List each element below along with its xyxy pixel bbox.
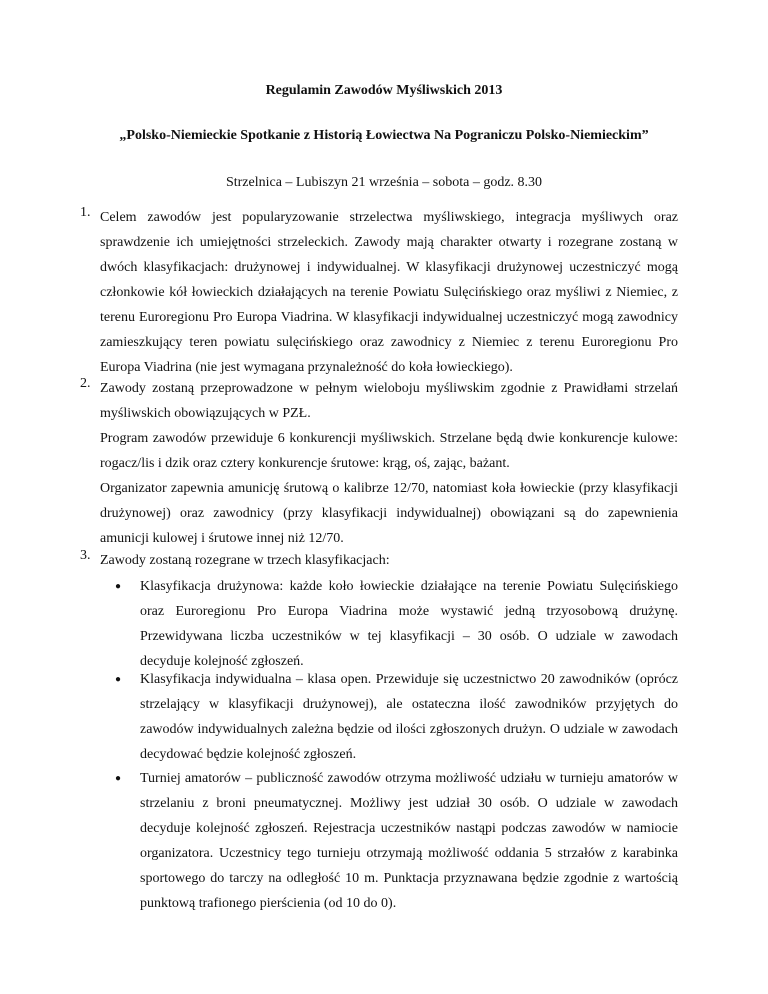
bullet-icon: ● xyxy=(115,581,122,592)
section-line: Organizator zapewnia amunicję śrutową o kalibrze 12/70, natomiast koła łowieckie (przy klasyfikacji drużynowej) oraz zawodnicy (przy klasyfikacji indywidualnej) obowiązani są do zapewnienia amunicji kulowej i śrutowe innej niż 12/70. xyxy=(100,481,678,546)
section-1 xyxy=(80,205,678,380)
event-meta: Strzelnica – Lubiszyn 21 września – sobota – godz. 8.30 xyxy=(225,175,543,190)
document-subtitle: „Polsko-Niemieckie Spotkanie z Historią Łowiectwa Na Pograniczu Polsko-Niemieckim” xyxy=(119,128,649,143)
bullet-text: Turniej amatorów – publiczność zawodów otrzyma możliwość udziału w turnieju amatorów w strzelaniu z broni pneumatycznej. Możliwy jest udział 30 osób. O udziale w zawodach decyduje kolejność zgłoszeń. Rejestracja uczestników nastąpi podczas zawodów w namiocie organizatora. Uczestnicy tego turnieju otrzymają możliwość oddania 5 strzałów z karabinka sportowego do tarczy na odległość 10 m. Punktacja przyznawana będzie zgodnie z wartością punktową trafionego pierścienia (od 10 do 0). xyxy=(140,771,678,911)
bullet-item xyxy=(115,667,678,767)
bullet-item xyxy=(115,766,678,916)
section-line: Zawody zostaną przeprowadzone w pełnym wieloboju myśliwskim zgodnie z Prawidłami strzelań myśliwskich obowiązujących w PZŁ. xyxy=(100,381,678,421)
bullet-icon: ● xyxy=(115,674,122,685)
section-number: 2. xyxy=(80,376,91,391)
section-text: Celem zawodów jest popularyzowanie strzelectwa myśliwskiego, integracja myśliwych oraz sprawdzenie ich umiejętności strzeleckich. Zawody mają charakter otwarty i rozegrane zostaną w dwóch klasyfikacjach: drużynowej i indywidualnej. W klasyfikacji drużynowej uczestniczyć mogą członkowie kół łowieckich działających na terenie Powiatu Sulęcińskiego oraz myśliwi z Niemiec, z terenu Euroregionu Pro Europa Viadrina. W klasyfikacji indywidualnej uczestniczyć mogą zawodnicy zamieszkujący teren powiatu sulęcińskiego oraz zawodnicy z Niemiec z terenu Euroregionu Pro Europa Viadrina (nie jest wymagana przynależność do koła łowieckiego). xyxy=(100,210,678,375)
section-3 xyxy=(80,548,678,573)
bullet-item xyxy=(115,574,678,674)
bullet-text: Klasyfikacja drużynowa: każde koło łowieckie działające na terenie Powiatu Sulęcińskiego oraz Euroregionu Pro Europa Viadrina może wystawić jedną trzyosobową drużynę. Przewidywana liczba uczestników w tej klasyfikacji – 30 osób. O udziale w zawodach decyduje kolejność zgłoszeń. xyxy=(140,579,678,669)
section-number: 3. xyxy=(80,548,91,563)
section-text: Zawody zostaną rozegrane w trzech klasyfikacjach: xyxy=(100,553,390,568)
document-title: Regulamin Zawodów Myśliwskich 2013 xyxy=(265,83,503,98)
section-line: Program zawodów przewiduje 6 konkurencji myśliwskich. Strzelane będą dwie konkurencje kulowe: rogacz/lis i dzik oraz cztery konkurencje śrutowe: krąg, oś, zając, bażant. xyxy=(100,431,678,471)
section-text xyxy=(100,376,678,551)
section-number: 1. xyxy=(80,205,91,220)
bullet-text: Klasyfikacja indywidualna – klasa open. Przewiduje się uczestnictwo 20 zawodników (oprócz strzelający w klasyfikacji drużynowej), ale ostateczna ilość zawodników przyjętych do zawodów indywidualnych zależna będzie od ilości zgłoszonych drużyn. O udziale w zawodach decydować będzie kolejność zgłoszeń. xyxy=(140,672,678,762)
section-2 xyxy=(80,376,678,551)
bullet-icon: ● xyxy=(115,773,122,784)
